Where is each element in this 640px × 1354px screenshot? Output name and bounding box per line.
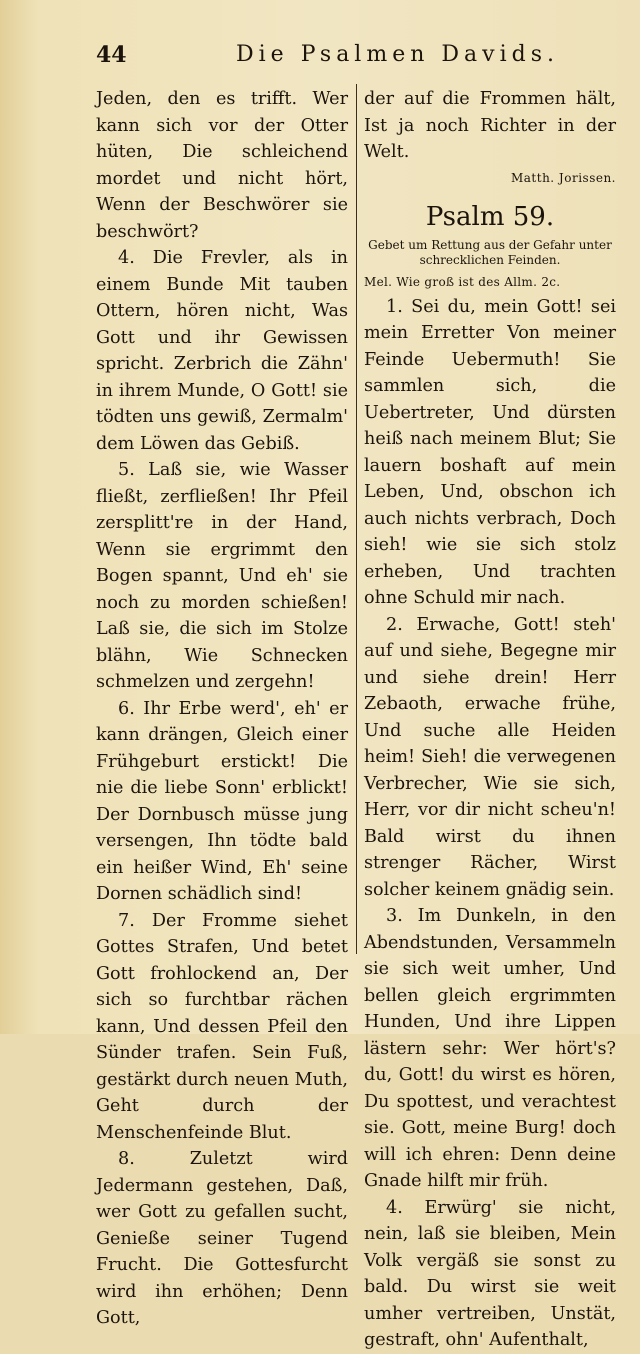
- melody-line: Mel. Wie groß ist des Allm. 2c.: [364, 274, 561, 289]
- author-credit: Matth. Jorissen.: [510, 170, 616, 185]
- column-divider: [356, 84, 357, 954]
- psalm-subtitle: Gebet um Rettung aus der Gefahr unter schrecklichen Feinden.: [368, 237, 612, 267]
- psalm59-verse-4: 4. Erwürg' sie nicht, nein, laß sie bleiben, Mein Volk vergäß sie sonst zu bald. Du wirst sie weit umher vertreiben, Unstät, gestraft, ohn' Aufenthalt,: [364, 1197, 616, 1350]
- verse-6: 6. Ihr Erbe werd', eh' er kann drängen, Gleich einer Frühgeburt erstickt! Die nie die liebe Sonn' erblickt! Der Dornbusch müsse jung versengen, Ihn tödte bald ein heißer Wind, Eh' seine Dornen schädlich sind!: [96, 698, 348, 904]
- left-column: [96, 86, 348, 1332]
- running-title: Die Psalmen Davids.: [236, 42, 559, 67]
- verse-5: 5. Laß sie, wie Wasser fließt, zerfließen! Ihr Pfeil zersplitt're in der Hand, Wenn sie ergrimmt den Bogen spannt, Und eh' sie noch zu morden schießen! Laß sie, die sich im Stolze blähn, Wie Schnecken schmelzen und zergehn!: [96, 460, 348, 692]
- verse-continuation: Jeden, den es trifft. Wer kann sich vor der Otter hüten, Die schleichend mordet und nicht hört, Wenn der Beschwörer sie beschwört?: [96, 89, 348, 242]
- right-column: [364, 86, 616, 1354]
- page-header: [96, 42, 620, 72]
- verse-7: 7. Der Fromme siehet Gottes Strafen, Und betet Gott frohlockend an, Der sich so furchtbar rächen kann, Und dessen Pfeil den Sünder trafen. Sein Fuß, gestärkt durch neuen Muth, Geht durch der Menschenfeinde Blut.: [96, 910, 348, 1143]
- psalm-title: Psalm 59.: [425, 201, 555, 232]
- psalm59-verse-3: 3. Im Dunkeln, in den Abendstunden, Versammeln sie sich weit umher, Und bellen gleich ergrimmten Hunden, Und ihre Lippen lästern sehr: Wer hört's? du, Gott! du wirst es hören, Du spottest, und verachtest sie. Gott, meine Burg! doch will ich ehren: Denn deine Gnade hilft mir früh.: [364, 906, 616, 1191]
- verse-8: 8. Zuletzt wird Jedermann gestehen, Daß, wer Gott zu gefallen sucht, Genieße seiner Tugend Frucht. Die Gottesfurcht wird ihn erhöhen; Denn Gott,: [96, 1149, 348, 1328]
- psalm59-verse-1: 1. Sei du, mein Gott! sei mein Erretter Von meiner Feinde Uebermuth! Sie sammlen sich, die Uebertreter, Und dürsten heiß nach meinem Blut; Sie lauern boshaft auf mein Leben, Und, obschon ich auch nichts verbrach, Doch sieh! wie sie sich stolz erheben, Und trachten ohne Schuld mir nach.: [364, 296, 616, 608]
- psalm59-verse-2: 2. Erwache, Gott! steh' auf und siehe, Begegne mir und siehe drein! Herr Zebaoth, erwache frühe, Und suche alle Heiden heim! Sieh! die verwegenen Verbrecher, Wie sie sich, Herr, vor dir nicht scheu'n! Bald wirst du ihnen strenger Rächer, Wirst solcher keinem gnädig sein.: [364, 614, 616, 900]
- page-number: 44: [96, 42, 127, 68]
- verse-8-continuation: der auf die Frommen hält, Ist ja noch Richter in der Welt.: [364, 89, 616, 162]
- verse-4: 4. Die Frevler, als in einem Bunde Mit tauben Ottern, hören nicht, Was Gott und ihr Gewissen spricht. Zerbrich die Zähn' in ihrem Munde, O Gott! sie tödten uns gewiß, Zermalm' dem Löwen das Gebiß.: [96, 248, 348, 454]
